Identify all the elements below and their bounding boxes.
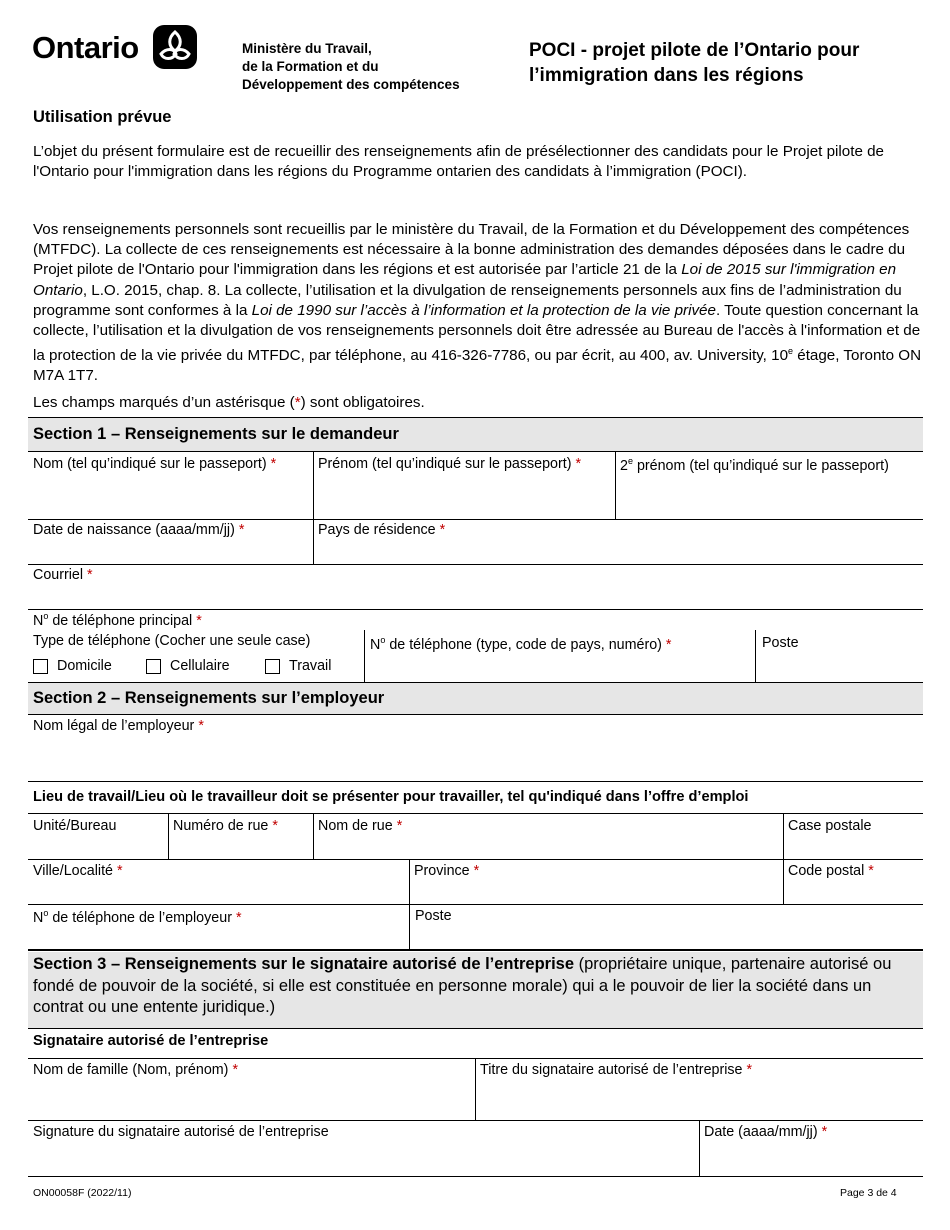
employer-name-input[interactable]	[28, 740, 923, 780]
email-label: Courriel *	[33, 567, 93, 583]
page-number: Page 3 de 4	[840, 1187, 897, 1199]
privacy-text-2: , L.O. 2015, chap. 8. La collecte, l’utilisation et la divulgation de renseignements personnels aux fins de l’administration du programme sont conformes à la	[33, 281, 902, 319]
middle-name-input[interactable]	[616, 478, 923, 518]
ministry-line-2: de la Formation et du	[242, 59, 379, 74]
email-input[interactable]	[28, 587, 923, 608]
phone-number-input[interactable]	[365, 656, 755, 681]
unit-label: Unité/Bureau	[33, 818, 117, 834]
form-id: ON00058F (2022/11)	[33, 1187, 132, 1199]
checkbox-mobile[interactable]	[146, 659, 161, 674]
postal-code-input[interactable]	[784, 883, 923, 903]
first-name-input[interactable]	[314, 478, 615, 518]
employer-phone-input[interactable]	[28, 928, 409, 948]
section-2-header: Section 2 – Renseignements sur l’employeur	[28, 683, 923, 714]
signatory-name-input[interactable]	[28, 1084, 475, 1119]
purpose-paragraph: L’objet du présent formulaire est de recueillir des renseignements afin de présélectionner des candidats pour le Projet pilote de l'Ontario pour l'immigration dans les régions du Programme ontarien des candidats à l’immigration (POCI).	[33, 143, 885, 181]
form-title-line-2: l’immigration dans les régions	[529, 65, 804, 86]
phone-number-label: $N^o$ de téléphone (type, code de pays, numéro) *	[370, 635, 672, 653]
ministry-name	[242, 40, 460, 94]
phone-type-label: Type de téléphone (Cocher une seule case)	[33, 633, 311, 649]
intended-use-heading: Utilisation prévue	[33, 108, 172, 126]
city-input[interactable]	[28, 883, 409, 903]
province-label: Province *	[414, 863, 480, 879]
signature-label: Signature du signataire autorisé de l’entreprise	[33, 1124, 329, 1140]
option-home-label: Domicile	[57, 658, 112, 674]
floor-sup: e	[788, 346, 794, 357]
po-box-label: Case postale	[788, 818, 872, 834]
trillium-icon	[152, 24, 198, 70]
checkbox-home[interactable]	[33, 659, 48, 674]
required-text-2: ) sont obligatoires.	[300, 394, 425, 411]
employer-extension-label: Poste	[415, 908, 452, 924]
postal-code-label: Code postal *	[788, 863, 874, 879]
employer-extension-input[interactable]	[410, 928, 923, 948]
law-title-2: Loi de 1990 sur l’accès à l’information et la protection de la vie privée	[251, 301, 716, 319]
privacy-text-3: . Toute question concernant la collecte, l’utilisation et la divulgation de vos renseignements personnels doit être adressée au Bureau de l'accès à l'information et de la protection de la vie privée du MTFDC, par téléphone, au 416-326-7786, ou par écrit, au 400, av. University, 10	[33, 301, 921, 365]
main-phone-label: $N^o$ de téléphone principal *	[33, 611, 202, 629]
street-number-label: Numéro de rue *	[173, 818, 278, 834]
street-number-input[interactable]	[169, 838, 313, 858]
signature-date-label: Date (aaaa/mm/jj) *	[704, 1124, 828, 1140]
workplace-heading: Lieu de travail/Lieu où le travailleur doit se présenter pour travailler, tel qu'indiqué dans l’offre d’emploi	[33, 789, 749, 805]
logo-wordmark: Ontario	[32, 30, 139, 65]
country-input[interactable]	[314, 542, 923, 563]
extension-label: Poste	[762, 635, 799, 651]
required-text-1: Les champs marqués d’un astérisque (	[33, 394, 295, 411]
po-box-input[interactable]	[784, 838, 923, 858]
form-title-line-1: POCI - projet pilote de l’Ontario pour	[529, 40, 860, 61]
birthdate-input[interactable]	[28, 542, 313, 563]
law-title-1: Loi de 2015 sur l'immigration en Ontario	[33, 261, 897, 299]
signature-date-input[interactable]	[700, 1146, 923, 1175]
country-label: Pays de résidence *	[318, 522, 446, 538]
form-title	[529, 38, 859, 88]
signatory-name-label: Nom de famille (Nom, prénom) *	[33, 1062, 239, 1078]
privacy-paragraph	[33, 220, 923, 387]
signatory-title-input[interactable]	[476, 1084, 923, 1119]
required-star: *	[294, 394, 301, 411]
option-mobile-label: Cellulaire	[170, 658, 230, 674]
unit-input[interactable]	[28, 838, 168, 858]
signature-field[interactable]	[28, 1146, 699, 1175]
signatory-title-label: Titre du signataire autorisé de l’entreprise *	[480, 1062, 753, 1078]
ontario-logo	[32, 24, 202, 74]
first-name-label: Prénom (tel qu’indiqué sur le passeport) *	[318, 456, 582, 472]
section-1-header: Section 1 – Renseignements sur le demandeur	[28, 418, 923, 451]
section-3-title: Section 3 – Renseignements sur le signataire autorisé de l’entreprise	[33, 955, 575, 973]
last-name-label: Nom (tel qu’indiqué sur le passeport) *	[33, 456, 277, 472]
street-name-input[interactable]	[314, 838, 783, 858]
privacy-text-1: Vos renseignements personnels sont recueillis par le ministère du Travail, de la Formation et du Développement des compétences (MTFDC). La collecte de ces renseignements est nécessaire à la bonne administration des demandes déposées dans le cadre du Projet pilote de l'Ontario pour l'immigration dans les régions et est autorisée par l’article 21 de la	[33, 221, 910, 279]
employer-name-label: Nom légal de l’employeur *	[33, 718, 204, 734]
city-label: Ville/Localité *	[33, 863, 123, 879]
ministry-line-3: Développement des compétences	[242, 77, 460, 92]
middle-name-label: 2e prénom (tel qu’indiqué sur le passeport)	[620, 456, 889, 474]
extension-input[interactable]	[756, 656, 923, 681]
privacy-text-4: étage, Toronto ON M7A 1T7.	[33, 347, 922, 385]
street-name-label: Nom de rue *	[318, 818, 403, 834]
required-fields-note	[33, 394, 425, 411]
signatory-heading: Signataire autorisé de l’entreprise	[33, 1033, 269, 1049]
last-name-input[interactable]	[28, 478, 313, 518]
employer-phone-label: $N^o$ de téléphone de l’employeur *	[33, 908, 242, 926]
province-input[interactable]	[410, 883, 783, 903]
section-3-description: (propriétaire unique, partenaire autorisé ou fondé de pouvoir de la société, si elle est constituée en personne morale) qui a le pouvoir de lier la société dans un contrat ou une entente juridique.)	[33, 955, 892, 1016]
birthdate-label: Date de naissance (aaaa/mm/jj) *	[33, 522, 245, 538]
option-work-label: Travail	[289, 658, 332, 674]
section-3-header	[28, 952, 923, 1028]
ministry-line-1: Ministère du Travail,	[242, 41, 372, 56]
checkbox-work[interactable]	[265, 659, 280, 674]
